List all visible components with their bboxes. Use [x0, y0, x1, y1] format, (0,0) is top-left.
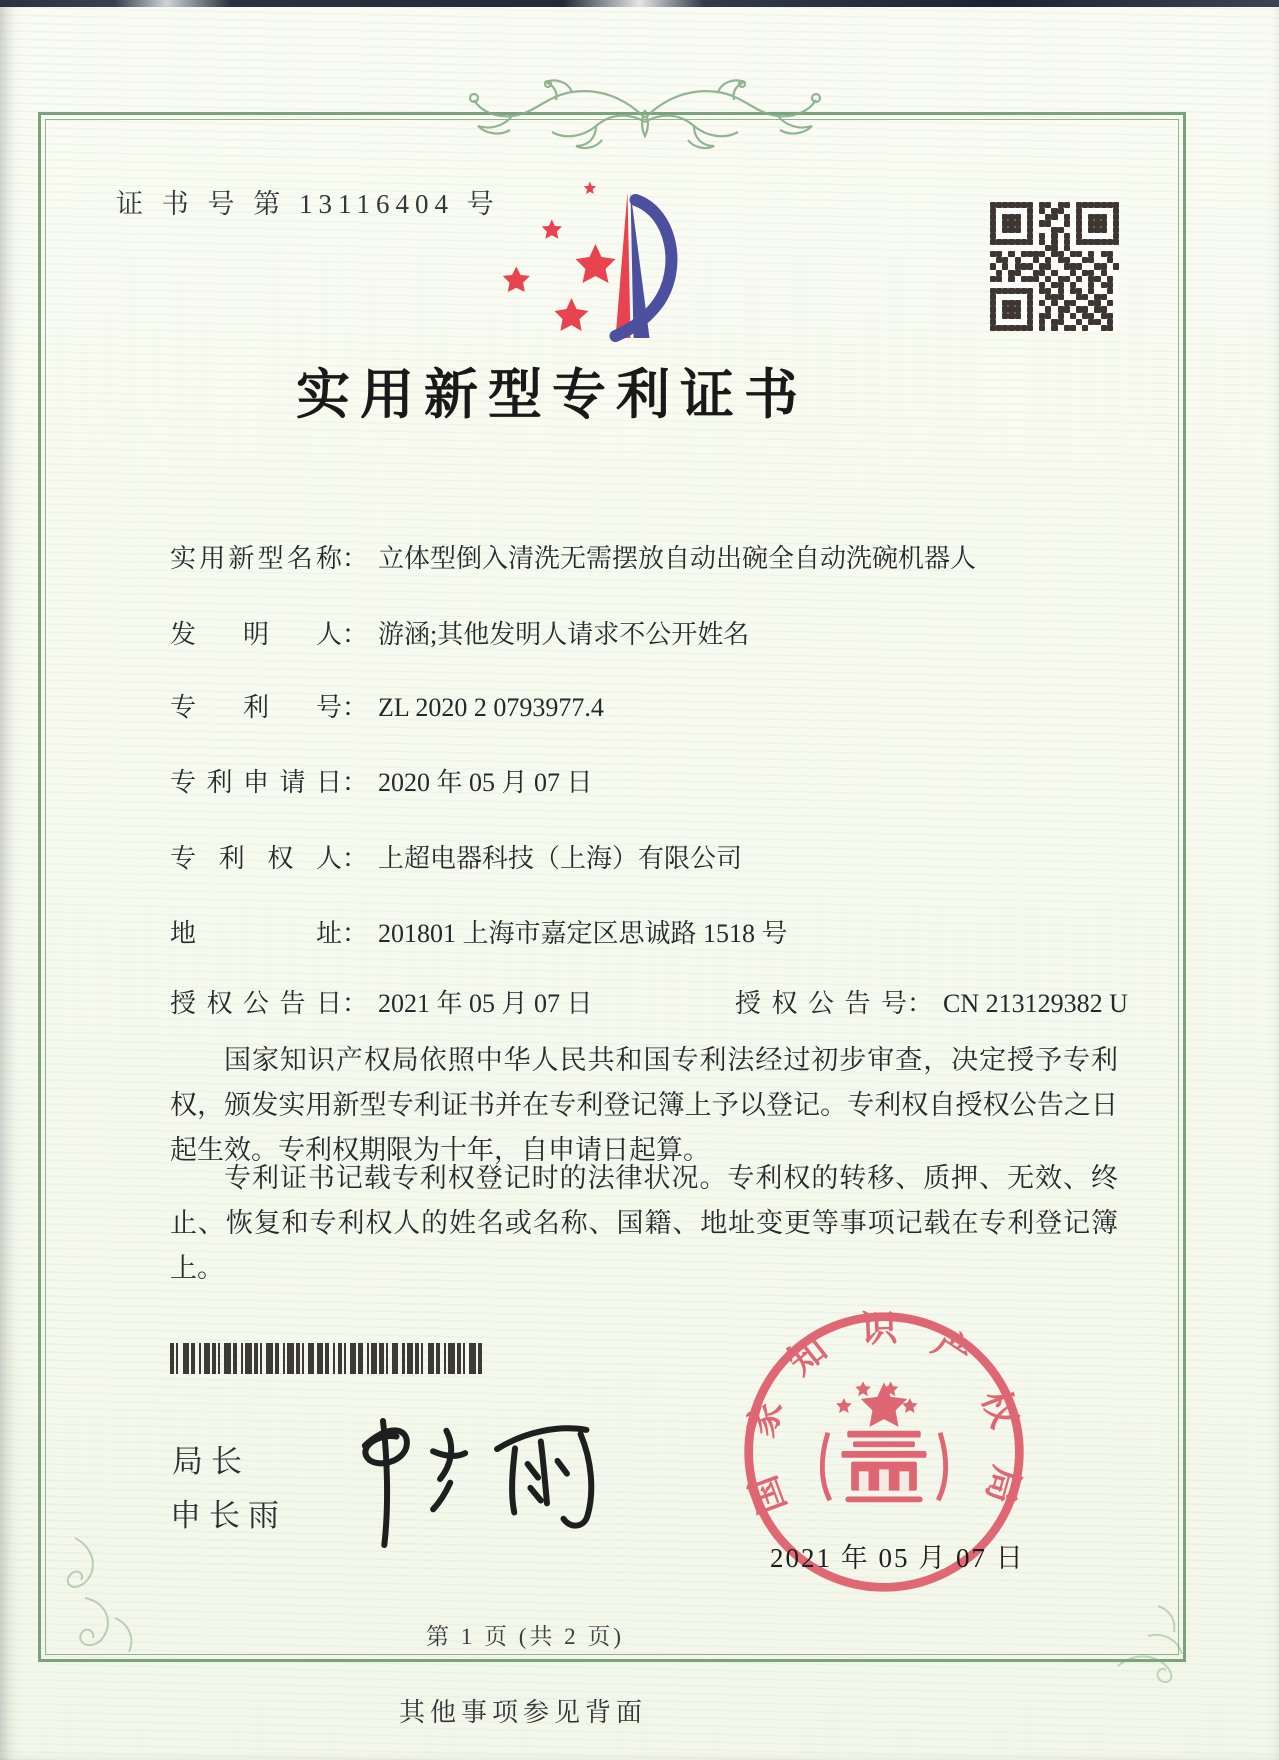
field-colon: ：: [907, 989, 934, 1018]
director-title: 局长: [172, 1444, 250, 1479]
field-colon: ：: [342, 919, 369, 948]
body-paragraph-1: 国家知识产权局依照中华人民共和国专利法经过初步审查，决定授予专利权，颁发实用新型专利证书并在专利登记簿上予以登记。专利权自授权公告之日起生效。专利权期限为十年，自申请日起算。: [170, 1045, 1118, 1165]
qr-code: [990, 202, 1119, 331]
field-label: 专利号: [170, 693, 342, 722]
field-row-utility-name: [170, 538, 976, 575]
corner-ornament-icon: [1108, 1596, 1186, 1688]
cnipa-logo-icon: [468, 156, 688, 346]
field-label: 发明人: [170, 620, 342, 649]
field-colon: ：: [342, 620, 369, 649]
body-paragraph-2: 专利证书记载专利权登记时的法律状况。专利权的转移、质押、无效、终止、恢复和专利权人的姓名或名称、国籍、地址变更等事项记载在专利登记簿上。: [170, 1163, 1118, 1283]
page-number: 第 1 页 (共 2 页): [425, 1624, 625, 1649]
field-row-address: [170, 913, 788, 950]
certificate-title: 实用新型专利证书: [296, 365, 808, 425]
field-label: 授权公告号: [735, 989, 907, 1018]
field-value: CN 213129382 U: [943, 989, 1128, 1018]
corner-ornament-icon: [55, 1528, 165, 1658]
grant-number-group: [735, 983, 1128, 1020]
field-colon: ：: [342, 544, 369, 573]
field-value: 2020 年 05 月 07 日: [378, 768, 593, 797]
seal-ring-text: 国家知识产权局: [740, 1307, 1028, 1520]
field-row-patentee: [170, 838, 742, 875]
field-label: 实用新型名称: [170, 544, 342, 573]
barcode: [170, 1343, 486, 1374]
field-row-filing-date: [170, 762, 593, 799]
field-colon: ：: [342, 768, 369, 797]
field-colon: ：: [342, 989, 369, 1018]
seal-national-emblem: [822, 1381, 945, 1502]
photo-edge: [0, 0, 1279, 7]
field-value: 游涵;其他发明人请求不公开姓名: [378, 620, 750, 649]
field-value: 立体型倒入清洗无需摆放自动出碗全自动洗碗机器人: [378, 544, 977, 573]
director-name: 申长雨: [170, 1498, 287, 1533]
signature-autograph-icon: [330, 1402, 615, 1557]
field-label: 授权公告日: [170, 989, 342, 1018]
field-label: 地址: [170, 919, 342, 948]
field-value: 上超电器科技（上海）有限公司: [378, 844, 743, 873]
field-value: 201801 上海市嘉定区思诚路 1518 号: [378, 919, 788, 948]
field-colon: ：: [342, 844, 369, 873]
field-label: 专利申请日: [170, 768, 342, 797]
field-row-inventor: [170, 614, 749, 651]
back-note: 其他事项参见背面: [398, 1698, 648, 1727]
field-row-grant-date: [170, 983, 1130, 1020]
field-label: 专利权人: [170, 844, 342, 873]
field-row-patent-number: [170, 687, 604, 724]
field-value: ZL 2020 2 0793977.4: [378, 693, 604, 722]
field-colon: ：: [342, 693, 369, 722]
seal-date: 2021 年 05 月 07 日: [770, 1543, 1025, 1573]
top-ornament-icon: [450, 70, 840, 158]
field-value: 2021 年 05 月 07 日: [378, 989, 593, 1018]
certificate-number: 证 书 号 第 13116404 号: [116, 189, 500, 219]
